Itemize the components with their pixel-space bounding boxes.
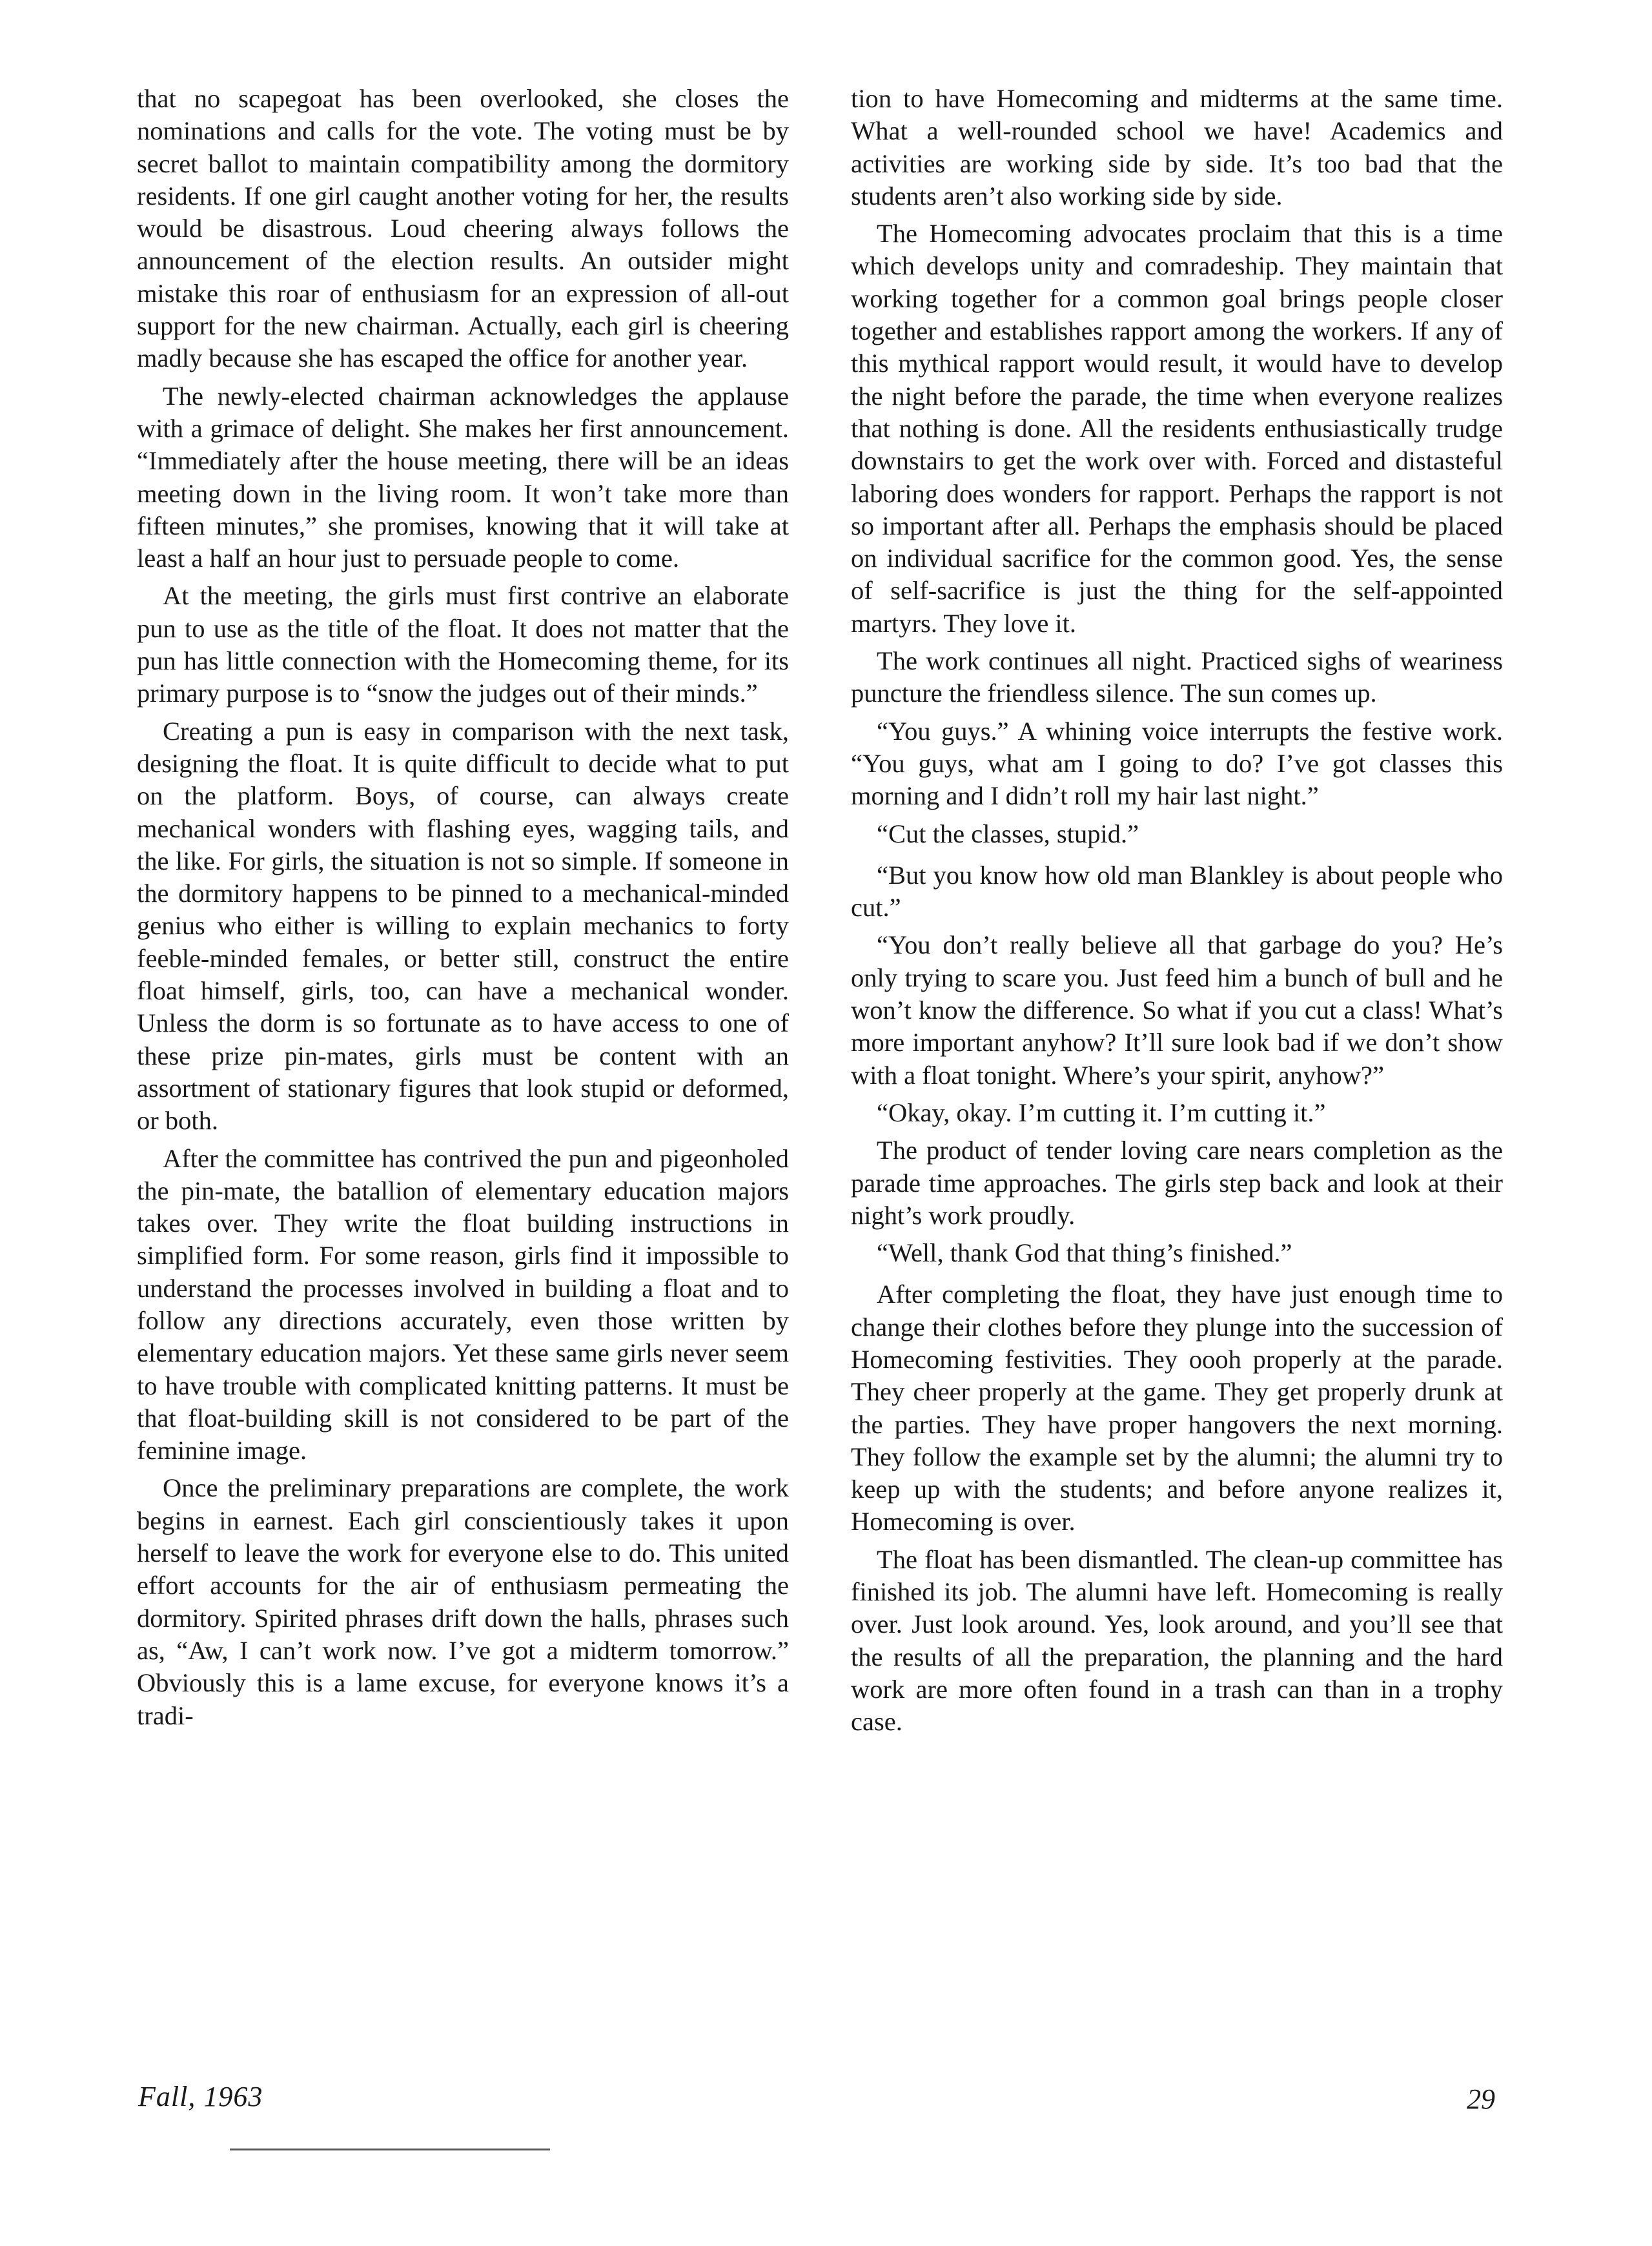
paragraph: “Okay, okay. I’m cutting it. I’m cutting it.” bbox=[877, 1097, 1326, 1127]
paragraph: “You don’t really believe all that garbage do you? He’s only trying to scare you. Just feed him a bunch of bull and he won’t know the difference. So what if you cut a class! What’s more important anyhow? It’ll sure look bad if we don’t show with a float tonight. Where’s your spirit, anyhow?” bbox=[851, 930, 1503, 1090]
paragraph: After the committee has contrived the pun and pigeonholed the pin-mate, the batallion of elementary education majors takes over. They write the float building instructions in simplified form. For some reason, girls find it impossible to understand the processes involved in building a float and to follow any directions accurately, even those written by elementary education majors. Yet these same girls never seem to have trouble with complicated knitting patterns. It must be that float-building skill is not considered to be part of the feminine image. bbox=[137, 1143, 789, 1465]
paragraph: tion to have Homecoming and midterms at the same time. What a well-rounded school we have! Academics and activities are working side by side. It’s too bad that the students aren’t also working side by side. bbox=[851, 84, 1503, 210]
paragraph: The float has been dismantled. The clean-up committee has finished its job. The alumni have left. Homecoming is really over. Just look around. Yes, look around, and you’ll see that the results of all the preparation, the planning and the hard work are more often found in a trash can than in a trophy case. bbox=[851, 1544, 1503, 1737]
paragraph: The product of tender loving care nears completion as the parade time approaches. The girls step back and look at their night’s work proudly. bbox=[851, 1136, 1503, 1230]
paragraph: The newly-elected chairman acknowledges the applause with a grimace of delight. She makes her first announcement. “Immediately after the house meeting, there will be an ideas meeting down in the living room. It won’t take more than fifteen minutes,” she promises, knowing that it will take at least a half an hour just to persuade people to come. bbox=[137, 381, 789, 573]
issue-date: Fall, 1963 bbox=[138, 2081, 263, 2112]
paragraph: “Cut the classes, stupid.” bbox=[877, 819, 1139, 848]
paragraph: that no scapegoat has been overlooked, she closes the nominations and calls for the vote. The voting must be by secret ballot to maintain compatibility among the dormitory residents. If one girl caught another voting for her, the results would be disastrous. Loud cheering always follows the announcement of the election results. An outsider might mistake this roar of enthusiasm for an expression of all-out support for the new chairman. Actually, each girl is cheering madly because she has escaped the office for another year. bbox=[137, 84, 789, 373]
paragraph: “You guys.” A whining voice interrupts the festive work. “You guys, what am I going to do? I’ve got classes this morning and I didn’t roll my hair last night.” bbox=[851, 716, 1503, 811]
page-number: 29 bbox=[1467, 2083, 1495, 2115]
paragraph: “But you know how old man Blankley is about people who cut.” bbox=[851, 860, 1503, 923]
paragraph: Once the preliminary preparations are complete, the work begins in earnest. Each girl conscientiously takes it upon herself to leave the work for everyone else to do. This united effort accounts for the air of enthusiasm permeating the dormitory. Spirited phrases drift down the halls, phrases such as, “Aw, I can’t work now. I’ve got a midterm tomorrow.” Obviously this is a lame excuse, for everyone knows it’s a tradi- bbox=[137, 1473, 789, 1730]
paragraph: “Well, thank God that thing’s finished.” bbox=[877, 1238, 1292, 1268]
paragraph: Creating a pun is easy in comparison with the next task, designing the float. It is quite difficult to decide what to put on the platform. Boys, of course, can always create mechanical wonders with flashing eyes, wagging tails, and the like. For girls, the situation is not so simple. If someone in the dormitory happens to be pinned to a mechanical-minded genius who either is willing to explain mechanics to forty feeble-minded females, or better still, construct the entire float himself, girls, too, can have a mechanical wonder. Unless the dorm is so fortunate as to have access to one of these prize pin-mates, girls must be content with an assortment of stationary figures that look stupid or deformed, or both. bbox=[137, 716, 789, 1136]
paragraph: The Homecoming advocates proclaim that this is a time which develops unity and comradeship. They maintain that working together for a common goal brings people closer together and establishes rapport among the workers. If any of this mythical rapport would result, it would have to develop the night before the parade, the time when everyone realizes that nothing is done. All the residents enthusiastically trudge downstairs to get the work over with. Forced and distasteful laboring does wonders for rapport. Perhaps the rapport is not so important after all. Perhaps the emphasis should be placed on individual sacrifice for the common good. Yes, the sense of self-sacrifice is just the thing for the self-appointed martyrs. They love it. bbox=[851, 219, 1503, 638]
paragraph: The work continues all night. Practiced sighs of weariness puncture the friendless silence. The sun comes up. bbox=[851, 646, 1503, 708]
footer-divider bbox=[230, 2149, 550, 2150]
paragraph: At the meeting, the girls must first contrive an elaborate pun to use as the title of the float. It does not matter that the pun has little connection with the Homecoming theme, for its primary purpose is to “snow the judges out of their minds.” bbox=[137, 581, 789, 708]
left-text-column bbox=[137, 83, 789, 1737]
paragraph: After completing the float, they have just enough time to change their clothes before they plunge into the succession of Homecoming festivities. They oooh properly at the parade. They cheer properly at the game. They get properly drunk at the parties. They have proper hangovers the next morning. They follow the example set by the alumni; the alumni try to keep up with the students; and before anyone realizes it, Homecoming is over. bbox=[851, 1280, 1503, 1536]
right-text-column bbox=[851, 83, 1503, 1744]
